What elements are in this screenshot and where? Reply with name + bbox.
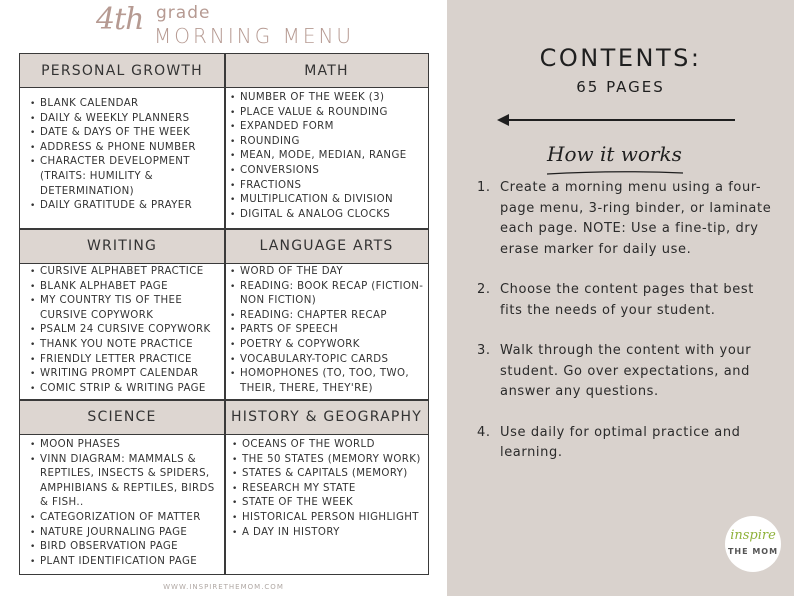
personal-growth-list bbox=[30, 97, 220, 214]
how-it-works-title: How it works bbox=[547, 142, 682, 166]
language-arts-list bbox=[230, 265, 427, 396]
list-item: • THANK YOU NOTE PRACTICE bbox=[30, 338, 222, 353]
grade-word: grade bbox=[156, 3, 211, 23]
list-item: • PARTS OF SPEECH bbox=[230, 323, 427, 338]
list-item: • STATES & CAPITALS (MEMORY) bbox=[232, 467, 427, 482]
list-item: • DATE & DAYS OF THE WEEK bbox=[30, 126, 220, 141]
contents-panel bbox=[447, 0, 794, 596]
list-item: • EXPANDED FORM bbox=[230, 120, 427, 135]
list-item: • BLANK ALPHABET PAGE bbox=[30, 280, 222, 295]
list-item: • BLANK CALENDAR bbox=[30, 97, 220, 112]
list-item: • RESEARCH MY STATE bbox=[232, 482, 427, 497]
column-divider bbox=[224, 54, 226, 574]
footer-url: WWW.INSPIRETHEMOM.COM bbox=[163, 583, 284, 591]
contents-title: CONTENTS: bbox=[539, 44, 702, 72]
menu-title bbox=[96, 0, 396, 50]
step-text: Choose the content pages that best fits the needs of your student. bbox=[500, 282, 754, 318]
list-item: • STATE OF THE WEEK bbox=[232, 496, 427, 511]
list-item: • CHARACTER DEVELOPMENT (TRAITS: HUMILITY & DETERMINATION) bbox=[30, 155, 220, 199]
list-item: • READING: BOOK RECAP (FICTION-NON FICTION) bbox=[230, 280, 427, 309]
list-item: • OCEANS OF THE WORLD bbox=[232, 438, 427, 453]
section-heading-science: SCIENCE bbox=[20, 401, 224, 435]
list-item: • A DAY IN HISTORY bbox=[232, 526, 427, 541]
list-item: • CONVERSIONS bbox=[230, 164, 427, 179]
list-item: • ADDRESS & PHONE NUMBER bbox=[30, 141, 220, 156]
logo-bottom-text: THE MOM bbox=[727, 547, 779, 556]
list-item: • COMIC STRIP & WRITING PAGE bbox=[30, 382, 222, 397]
steps-list bbox=[477, 178, 777, 484]
list-item: • DAILY GRATITUDE & PRAYER bbox=[30, 199, 220, 214]
list-item: • POETRY & COPYWORK bbox=[230, 338, 427, 353]
list-item: • VINN DIAGRAM: MAMMALS & REPTILES, INSECTS & SPIDERS, AMPHIBIANS & REPTILES, BIRDS & FISH.. bbox=[30, 453, 222, 511]
list-item: • DIGITAL & ANALOG CLOCKS bbox=[230, 208, 427, 223]
section-heading-math: MATH bbox=[226, 54, 428, 88]
list-item: • THE 50 STATES (MEMORY WORK) bbox=[232, 453, 427, 468]
morning-menu-title: MORNING MENU bbox=[154, 24, 355, 48]
list-item: • WRITING PROMPT CALENDAR bbox=[30, 367, 222, 382]
list-item: • NUMBER OF THE WEEK (3) bbox=[230, 91, 427, 106]
list-item: • CATEGORIZATION OF MATTER bbox=[30, 511, 222, 526]
history-geography-list bbox=[232, 438, 427, 540]
list-item: • PLANT IDENTIFICATION PAGE bbox=[30, 555, 222, 570]
section-heading-writing: WRITING bbox=[20, 230, 224, 264]
list-item: • READING: CHAPTER RECAP bbox=[230, 309, 427, 324]
list-item: • FRIENDLY LETTER PRACTICE bbox=[30, 353, 222, 368]
list-item: • BIRD OBSERVATION PAGE bbox=[30, 540, 222, 555]
step-number: 1. bbox=[477, 180, 491, 195]
list-item: • MULTIPLICATION & DIVISION bbox=[230, 193, 427, 208]
inspire-the-mom-logo bbox=[725, 516, 781, 572]
list-item: • HOMOPHONES (TO, TOO, TWO, THEIR, THERE, THEY'RE) bbox=[230, 367, 427, 396]
step-text: Create a morning menu using a four-page menu, 3-ring binder, or laminate each page. NOTE: Use a fine-tip, dry erase marker for daily use. bbox=[500, 180, 772, 257]
list-item: • ROUNDING bbox=[230, 135, 427, 150]
list-item: • PLACE VALUE & ROUNDING bbox=[230, 106, 427, 121]
step-number: 2. bbox=[477, 282, 491, 297]
arrow-left-icon bbox=[497, 112, 737, 128]
math-list bbox=[230, 91, 427, 222]
list-item: • CURSIVE ALPHABET PRACTICE bbox=[30, 265, 222, 280]
step-number: 3. bbox=[477, 343, 491, 358]
list-item: • DAILY & WEEKLY PLANNERS bbox=[30, 112, 220, 127]
grade-number: 4th bbox=[96, 2, 144, 37]
section-heading-history-geography: HISTORY & GEOGRAPHY bbox=[226, 401, 428, 435]
step-item bbox=[477, 178, 777, 260]
list-item: • MEAN, MODE, MEDIAN, RANGE bbox=[230, 149, 427, 164]
step-item bbox=[477, 280, 777, 321]
pages-count: 65 PAGES bbox=[576, 78, 665, 96]
step-text: Use daily for optimal practice and learning. bbox=[500, 424, 741, 460]
list-item: • FRACTIONS bbox=[230, 179, 427, 194]
logo-top-text: inspire bbox=[730, 528, 776, 543]
list-item: • MOON PHASES bbox=[30, 438, 222, 453]
list-item: • NATURE JOURNALING PAGE bbox=[30, 526, 222, 541]
step-item bbox=[477, 423, 777, 464]
section-heading-personal-growth: PERSONAL GROWTH bbox=[20, 54, 224, 88]
step-text: Walk through the content with your student. Go over expectations, and answer any questions. bbox=[500, 343, 752, 399]
list-item: • HISTORICAL PERSON HIGHLIGHT bbox=[232, 511, 427, 526]
science-list bbox=[30, 438, 222, 569]
list-item: • MY COUNTRY TIS OF THEE CURSIVE COPYWORK bbox=[30, 294, 222, 323]
step-number: 4. bbox=[477, 424, 491, 440]
list-item: • VOCABULARY-TOPIC CARDS bbox=[230, 353, 427, 368]
list-item: • WORD OF THE DAY bbox=[230, 265, 427, 280]
list-item: • PSALM 24 CURSIVE COPYWORK bbox=[30, 323, 222, 338]
step-item bbox=[477, 341, 777, 403]
underline-decoration bbox=[545, 170, 685, 176]
section-heading-language-arts: LANGUAGE ARTS bbox=[226, 230, 428, 264]
topics-grid bbox=[19, 53, 429, 575]
writing-list bbox=[30, 265, 222, 396]
